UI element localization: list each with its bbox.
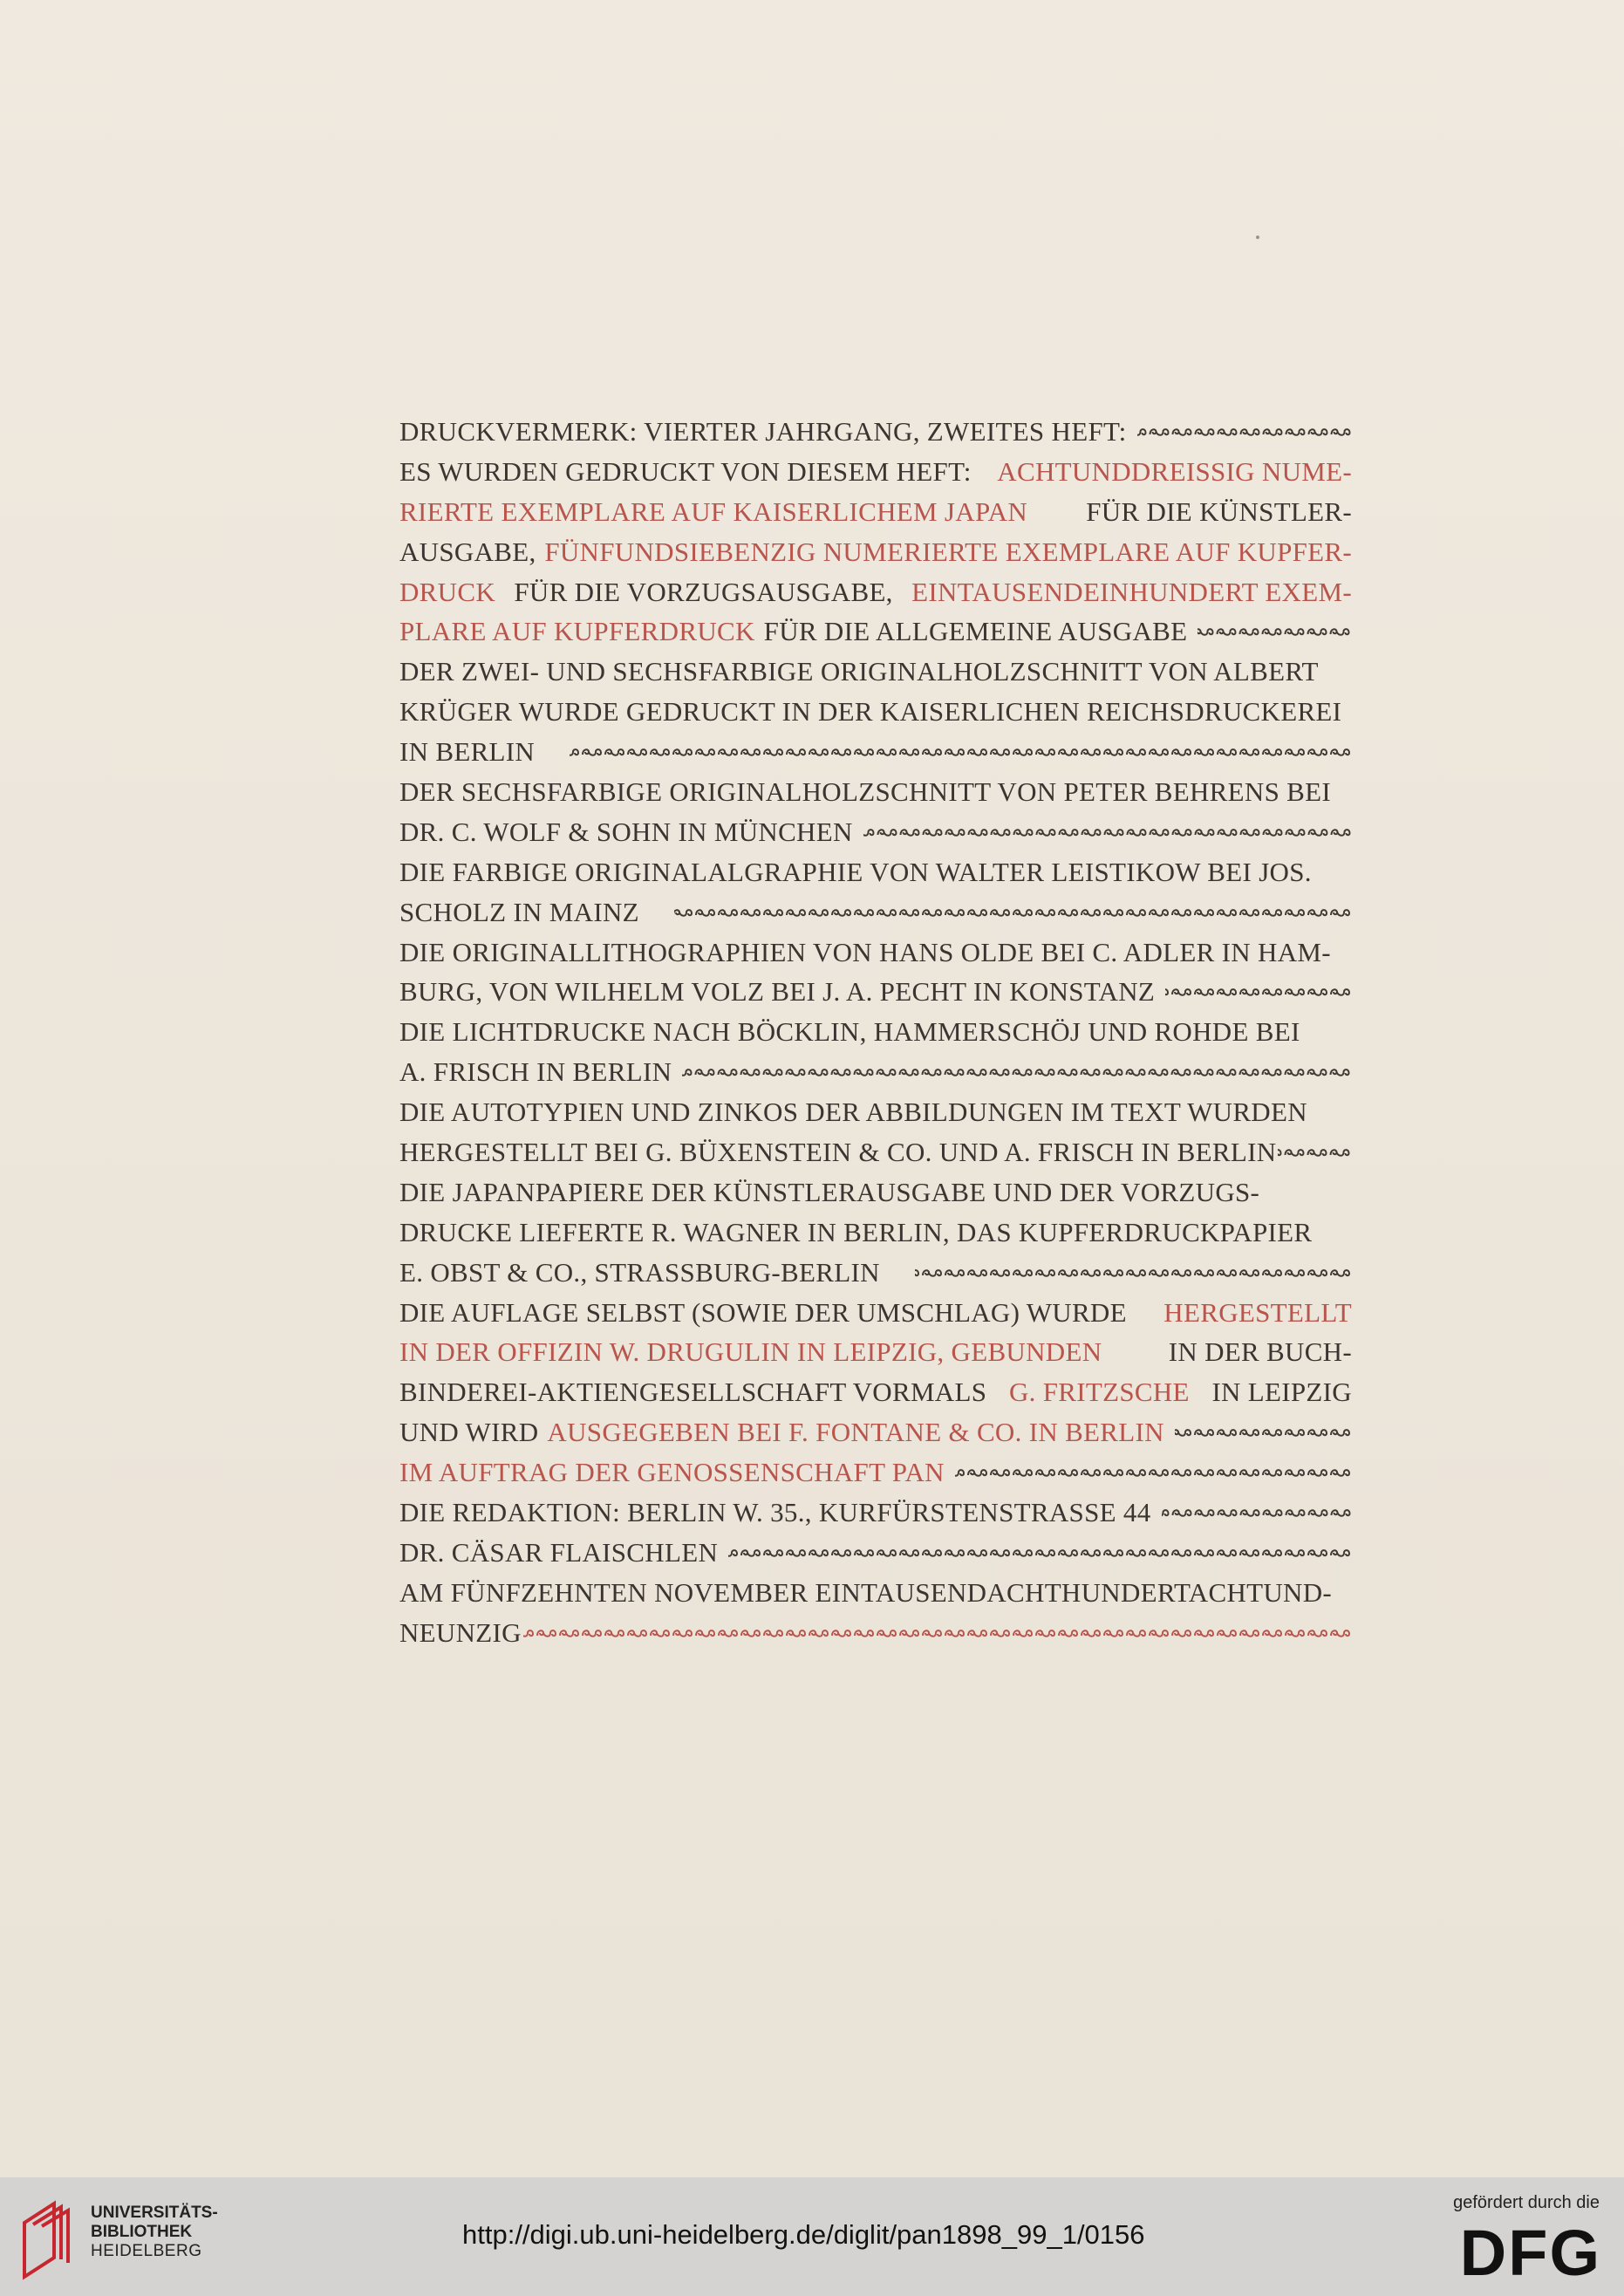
line-text: DIE FARBIGE ORIGINALALGRAPHIE VON WALTER LEISTIKOW BEI JOS. — [399, 856, 1312, 887]
line-text: UND WIRD — [399, 1417, 539, 1448]
colophon-line — [399, 1412, 1352, 1452]
line-text: FÜR DIE VORZUGSAUSGABE, — [514, 576, 893, 607]
colophon-line — [399, 852, 1352, 892]
colophon-line — [399, 1452, 1352, 1493]
colophon-line — [399, 1172, 1352, 1213]
ornament-border-icon — [682, 1065, 1352, 1079]
funded-by-label: gefördert durch die — [1453, 2193, 1600, 2212]
colophon-line — [399, 612, 1352, 652]
colophon-line — [399, 572, 1352, 612]
colophon-line — [399, 972, 1352, 1012]
paper-speck — [1256, 236, 1259, 239]
ornament-border-icon — [523, 1626, 1352, 1640]
library-name-line3: HEIDELBERG — [91, 2242, 202, 2260]
colophon-line — [399, 933, 1352, 973]
line-text: SCHOLZ IN MAINZ — [399, 896, 639, 927]
line-text: DRUCKVERMERK: VIERTER JAHRGANG, ZWEITES HEFT: — [399, 416, 1127, 447]
library-name — [91, 2204, 218, 2261]
colophon-line — [399, 1533, 1352, 1573]
ornament-border-icon — [1175, 1425, 1352, 1439]
highlighted-text: HERGESTELLT — [1163, 1296, 1352, 1328]
ornament-border-icon — [955, 1466, 1352, 1479]
line-text: DIE LICHTDRUCKE NACH BÖCKLIN, HAMMERSCHÖJ UND ROHDE BEI — [399, 1016, 1300, 1048]
colophon-line — [399, 692, 1352, 732]
colophon-line — [399, 412, 1352, 452]
line-text: DIE AUTOTYPIEN UND ZINKOS DER ABBILDUNGEN IM TEXT WURDEN — [399, 1097, 1307, 1128]
colophon-line — [399, 532, 1352, 572]
colophon-line — [399, 492, 1352, 532]
library-name-line1: UNIVERSITÄTS- — [91, 2204, 218, 2222]
ornament-border-icon — [1198, 625, 1352, 639]
line-text: FÜR DIE ALLGEMEINE AUSGABE — [763, 616, 1188, 647]
line-text: DIE AUFLAGE SELBST (SOWIE DER UMSCHLAG) WURDE — [399, 1296, 1127, 1328]
highlighted-text: ACHTUNDDREISSIG NUME- — [997, 455, 1352, 487]
line-text: BINDEREI-AKTIENGESELLSCHAFT VORMALS — [399, 1377, 987, 1408]
line-text: FÜR DIE KÜNSTLER- — [1086, 495, 1352, 527]
ornament-border-icon — [1278, 1145, 1352, 1159]
colophon-line — [399, 1213, 1352, 1253]
ornament-border-icon — [915, 1266, 1352, 1280]
permalink-url[interactable]: http://digi.ub.uni-heidelberg.de/diglit/pan1898_99_1/0156 — [462, 2219, 1145, 2250]
colophon-line — [399, 772, 1352, 812]
colophon-line — [399, 1092, 1352, 1132]
line-text: A. FRISCH IN BERLIN — [399, 1056, 672, 1088]
colophon-line — [399, 1372, 1352, 1412]
highlighted-text: PLARE AUF KUPFERDRUCK — [399, 616, 755, 647]
line-text: DIE ORIGINALLITHOGRAPHIEN VON HANS OLDE BEI C. ADLER IN HAM- — [399, 936, 1331, 967]
line-text: IN BERLIN — [399, 736, 536, 768]
line-text: DER SECHSFARBIGE ORIGINALHOLZSCHNITT VON PETER BEHRENS BEI — [399, 776, 1331, 808]
line-text: DR. CÄSAR FLAISCHLEN — [399, 1536, 719, 1568]
colophon-line — [399, 812, 1352, 852]
colophon-line — [399, 1613, 1352, 1653]
line-text: DIE JAPANPAPIERE DER KÜNSTLERAUSGABE UND DER VORZUGS- — [399, 1176, 1260, 1207]
line-text: DIE REDAKTION: BERLIN W. 35., KURFÜRSTENSTRASSE 44 — [399, 1497, 1151, 1528]
highlighted-text: IN DER OFFIZIN W. DRUGULIN IN LEIPZIG, GEBUNDEN — [399, 1336, 1102, 1368]
highlighted-text: IM AUFTRAG DER GENOSSENSCHAFT PAN — [399, 1457, 945, 1488]
line-text: DER ZWEI- UND SECHSFARBIGE ORIGINALHOLZSCHNITT VON ALBERT — [399, 656, 1319, 687]
dfg-logo: DFG — [1459, 2217, 1601, 2289]
line-text: NEUNZIG — [399, 1616, 522, 1648]
highlighted-text: RIERTE EXEMPLARE AUF KAISERLICHEM JAPAN — [399, 495, 1028, 527]
colophon-line — [399, 1493, 1352, 1533]
ornament-border-icon — [1162, 1506, 1352, 1520]
line-text: E. OBST & CO., STRASSBURG-BERLIN — [399, 1256, 880, 1288]
line-text: BURG, VON WILHELM VOLZ BEI J. A. PECHT IN KONSTANZ — [399, 976, 1156, 1008]
highlighted-text: DRUCK — [399, 576, 496, 607]
library-name-line2: BIBLIOTHEK — [91, 2223, 193, 2241]
colophon-line — [399, 1253, 1352, 1293]
highlighted-text: FÜNFUNDSIEBENZIG NUMERIERTE EXEMPLARE AUF KUPFER- — [544, 536, 1352, 567]
colophon-line — [399, 652, 1352, 692]
colophon-line — [399, 1132, 1352, 1172]
ornament-border-icon — [674, 905, 1352, 919]
university-library-logo-icon — [19, 2197, 80, 2280]
line-text: IN LEIPZIG — [1211, 1377, 1352, 1408]
colophon-line — [399, 892, 1352, 933]
line-text: AUSGABE, — [399, 536, 536, 567]
colophon-line — [399, 1573, 1352, 1613]
colophon-line — [399, 452, 1352, 492]
colophon-line — [399, 1293, 1352, 1333]
highlighted-text: EINTAUSENDEINHUNDERT EXEM- — [911, 576, 1352, 607]
colophon-text-block — [399, 412, 1352, 1653]
colophon-line — [399, 732, 1352, 772]
line-text: HERGESTELLT BEI G. BÜXENSTEIN & CO. UND A. FRISCH IN BERLIN — [399, 1137, 1277, 1168]
colophon-line — [399, 1052, 1352, 1092]
line-text: KRÜGER WURDE GEDRUCKT IN DER KAISERLICHEN REICHSDRUCKEREI — [399, 696, 1342, 728]
colophon-line — [399, 1012, 1352, 1052]
highlighted-text: AUSGEGEBEN BEI F. FONTANE & CO. IN BERLIN — [547, 1417, 1164, 1448]
line-text: ES WURDEN GEDRUCKT VON DIESEM HEFT: — [399, 455, 972, 487]
colophon-line — [399, 1332, 1352, 1372]
ornament-border-icon — [570, 745, 1352, 759]
ornament-border-icon — [1137, 425, 1352, 439]
ornament-border-icon — [728, 1546, 1352, 1560]
line-text: AM FÜNFZEHNTEN NOVEMBER EINTAUSENDACHTHUNDERTACHTUND- — [399, 1576, 1333, 1608]
highlighted-text: G. FRITZSCHE — [1008, 1377, 1190, 1408]
ornament-border-icon — [863, 825, 1352, 839]
ornament-border-icon — [1165, 985, 1352, 999]
line-text: DR. C. WOLF & SOHN IN MÜNCHEN — [399, 816, 853, 847]
footer-bar — [0, 2177, 1624, 2296]
line-text: IN DER BUCH- — [1168, 1336, 1352, 1368]
line-text: DRUCKE LIEFERTE R. WAGNER IN BERLIN, DAS KUPFERDRUCKPAPIER — [399, 1216, 1313, 1247]
